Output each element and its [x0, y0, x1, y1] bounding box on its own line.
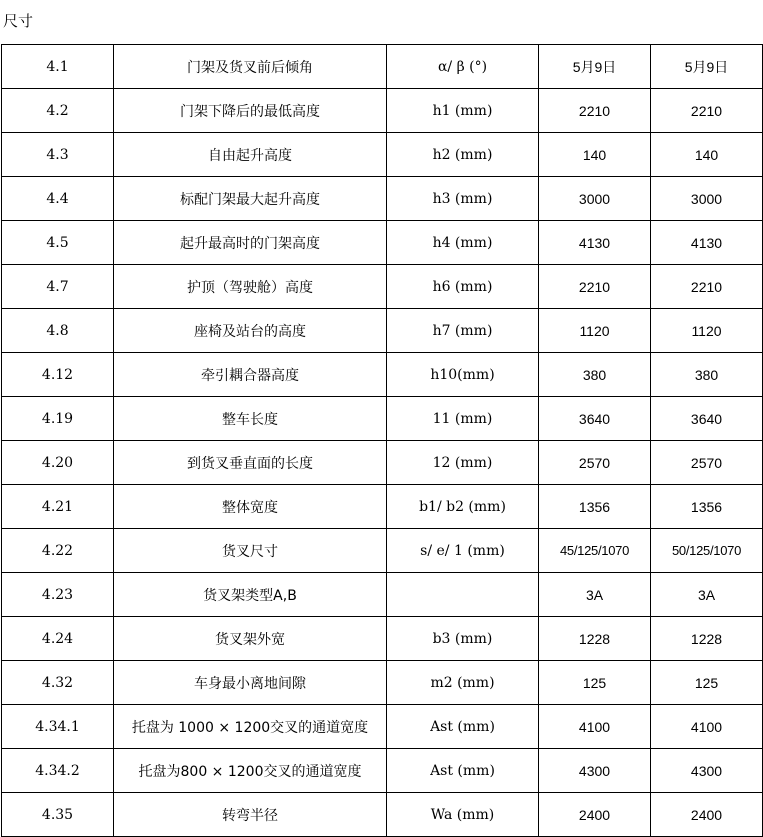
item-number-cell: 4.5: [2, 221, 114, 265]
value-1-cell: 1356: [539, 485, 651, 529]
item-number-cell: 4.12: [2, 353, 114, 397]
item-name-cell: 托盘为 1000 × 1200交叉的通道宽度: [114, 705, 387, 749]
value-2-cell: 50/125/1070: [651, 529, 763, 573]
value-2-cell: 1356: [651, 485, 763, 529]
value-1-cell: 4130: [539, 221, 651, 265]
table-row: [2, 573, 763, 617]
section-heading: 尺寸: [3, 12, 34, 30]
value-1-cell: 3000: [539, 177, 651, 221]
value-2-cell: 140: [651, 133, 763, 177]
table-row: [2, 705, 763, 749]
item-number-cell: 4.34.2: [2, 749, 114, 793]
item-symbol-cell: [387, 573, 539, 617]
item-name-cell: 货叉尺寸: [114, 529, 387, 573]
item-name-cell: 门架下降后的最低高度: [114, 89, 387, 133]
item-symbol-cell: α/ β (°): [387, 45, 539, 89]
item-number-cell: 4.1: [2, 45, 114, 89]
item-name-cell: 货叉架外宽: [114, 617, 387, 661]
item-name-cell: 整车长度: [114, 397, 387, 441]
item-number-cell: 4.22: [2, 529, 114, 573]
item-symbol-cell: 11 (mm): [387, 397, 539, 441]
item-symbol-cell: h4 (mm): [387, 221, 539, 265]
table-row: [2, 221, 763, 265]
value-2-cell: 4100: [651, 705, 763, 749]
value-1-cell: 3640: [539, 397, 651, 441]
item-symbol-cell: h7 (mm): [387, 309, 539, 353]
table-row: [2, 661, 763, 705]
item-number-cell: 4.35: [2, 793, 114, 837]
item-name-cell: 门架及货叉前后倾角: [114, 45, 387, 89]
item-name-cell: 货叉架类型A,B: [114, 573, 387, 617]
item-name-cell: 牵引耦合器高度: [114, 353, 387, 397]
item-symbol-cell: b3 (mm): [387, 617, 539, 661]
item-name-cell: 到货叉垂直面的长度: [114, 441, 387, 485]
item-symbol-cell: h10(mm): [387, 353, 539, 397]
value-1-cell: 140: [539, 133, 651, 177]
dimensions-table: [1, 44, 763, 837]
item-name-cell: 自由起升高度: [114, 133, 387, 177]
item-symbol-cell: h6 (mm): [387, 265, 539, 309]
item-number-cell: 4.2: [2, 89, 114, 133]
table-row: [2, 749, 763, 793]
value-1-cell: 2210: [539, 265, 651, 309]
value-1-cell: 4300: [539, 749, 651, 793]
table-row: [2, 529, 763, 573]
item-name-cell: 标配门架最大起升高度: [114, 177, 387, 221]
value-2-cell: 2400: [651, 793, 763, 837]
value-1-cell: 2210: [539, 89, 651, 133]
value-2-cell: 3000: [651, 177, 763, 221]
table-row: [2, 793, 763, 837]
value-1-cell: 4100: [539, 705, 651, 749]
value-1-cell: 3A: [539, 573, 651, 617]
table-row: [2, 309, 763, 353]
item-symbol-cell: Ast (mm): [387, 749, 539, 793]
item-name-cell: 座椅及站台的高度: [114, 309, 387, 353]
value-2-cell: 2210: [651, 265, 763, 309]
table-row: [2, 45, 763, 89]
table-row: [2, 397, 763, 441]
item-number-cell: 4.19: [2, 397, 114, 441]
table-row: [2, 617, 763, 661]
item-symbol-cell: Wa (mm): [387, 793, 539, 837]
item-symbol-cell: b1/ b2 (mm): [387, 485, 539, 529]
table-row: [2, 441, 763, 485]
item-name-cell: 转弯半径: [114, 793, 387, 837]
item-number-cell: 4.34.1: [2, 705, 114, 749]
value-2-cell: 1120: [651, 309, 763, 353]
item-symbol-cell: Ast (mm): [387, 705, 539, 749]
table-row: [2, 133, 763, 177]
item-symbol-cell: h1 (mm): [387, 89, 539, 133]
item-name-cell: 整体宽度: [114, 485, 387, 529]
item-number-cell: 4.3: [2, 133, 114, 177]
value-1-cell: 2400: [539, 793, 651, 837]
item-name-cell: 托盘为800 × 1200交叉的通道宽度: [114, 749, 387, 793]
table-row: [2, 485, 763, 529]
value-2-cell: 5月9日: [651, 45, 763, 89]
value-1-cell: 1120: [539, 309, 651, 353]
item-name-cell: 护顶（驾驶舱）高度: [114, 265, 387, 309]
item-number-cell: 4.8: [2, 309, 114, 353]
item-symbol-cell: s/ e/ 1 (mm): [387, 529, 539, 573]
value-2-cell: 125: [651, 661, 763, 705]
table-row: [2, 89, 763, 133]
value-2-cell: 3A: [651, 573, 763, 617]
item-symbol-cell: m2 (mm): [387, 661, 539, 705]
item-number-cell: 4.21: [2, 485, 114, 529]
value-2-cell: 3640: [651, 397, 763, 441]
value-2-cell: 2210: [651, 89, 763, 133]
value-2-cell: 380: [651, 353, 763, 397]
value-1-cell: 380: [539, 353, 651, 397]
value-1-cell: 1228: [539, 617, 651, 661]
item-number-cell: 4.7: [2, 265, 114, 309]
value-1-cell: 2570: [539, 441, 651, 485]
value-2-cell: 2570: [651, 441, 763, 485]
dimensions-table-body: [2, 45, 763, 837]
table-row: [2, 177, 763, 221]
item-name-cell: 起升最高时的门架高度: [114, 221, 387, 265]
item-symbol-cell: 12 (mm): [387, 441, 539, 485]
value-2-cell: 1228: [651, 617, 763, 661]
value-1-cell: 45/125/1070: [539, 529, 651, 573]
item-number-cell: 4.20: [2, 441, 114, 485]
table-row: [2, 265, 763, 309]
value-2-cell: 4300: [651, 749, 763, 793]
item-symbol-cell: h2 (mm): [387, 133, 539, 177]
value-2-cell: 4130: [651, 221, 763, 265]
item-number-cell: 4.4: [2, 177, 114, 221]
item-number-cell: 4.23: [2, 573, 114, 617]
item-name-cell: 车身最小离地间隙: [114, 661, 387, 705]
table-row: [2, 353, 763, 397]
value-1-cell: 5月9日: [539, 45, 651, 89]
value-1-cell: 125: [539, 661, 651, 705]
item-number-cell: 4.24: [2, 617, 114, 661]
item-number-cell: 4.32: [2, 661, 114, 705]
item-symbol-cell: h3 (mm): [387, 177, 539, 221]
